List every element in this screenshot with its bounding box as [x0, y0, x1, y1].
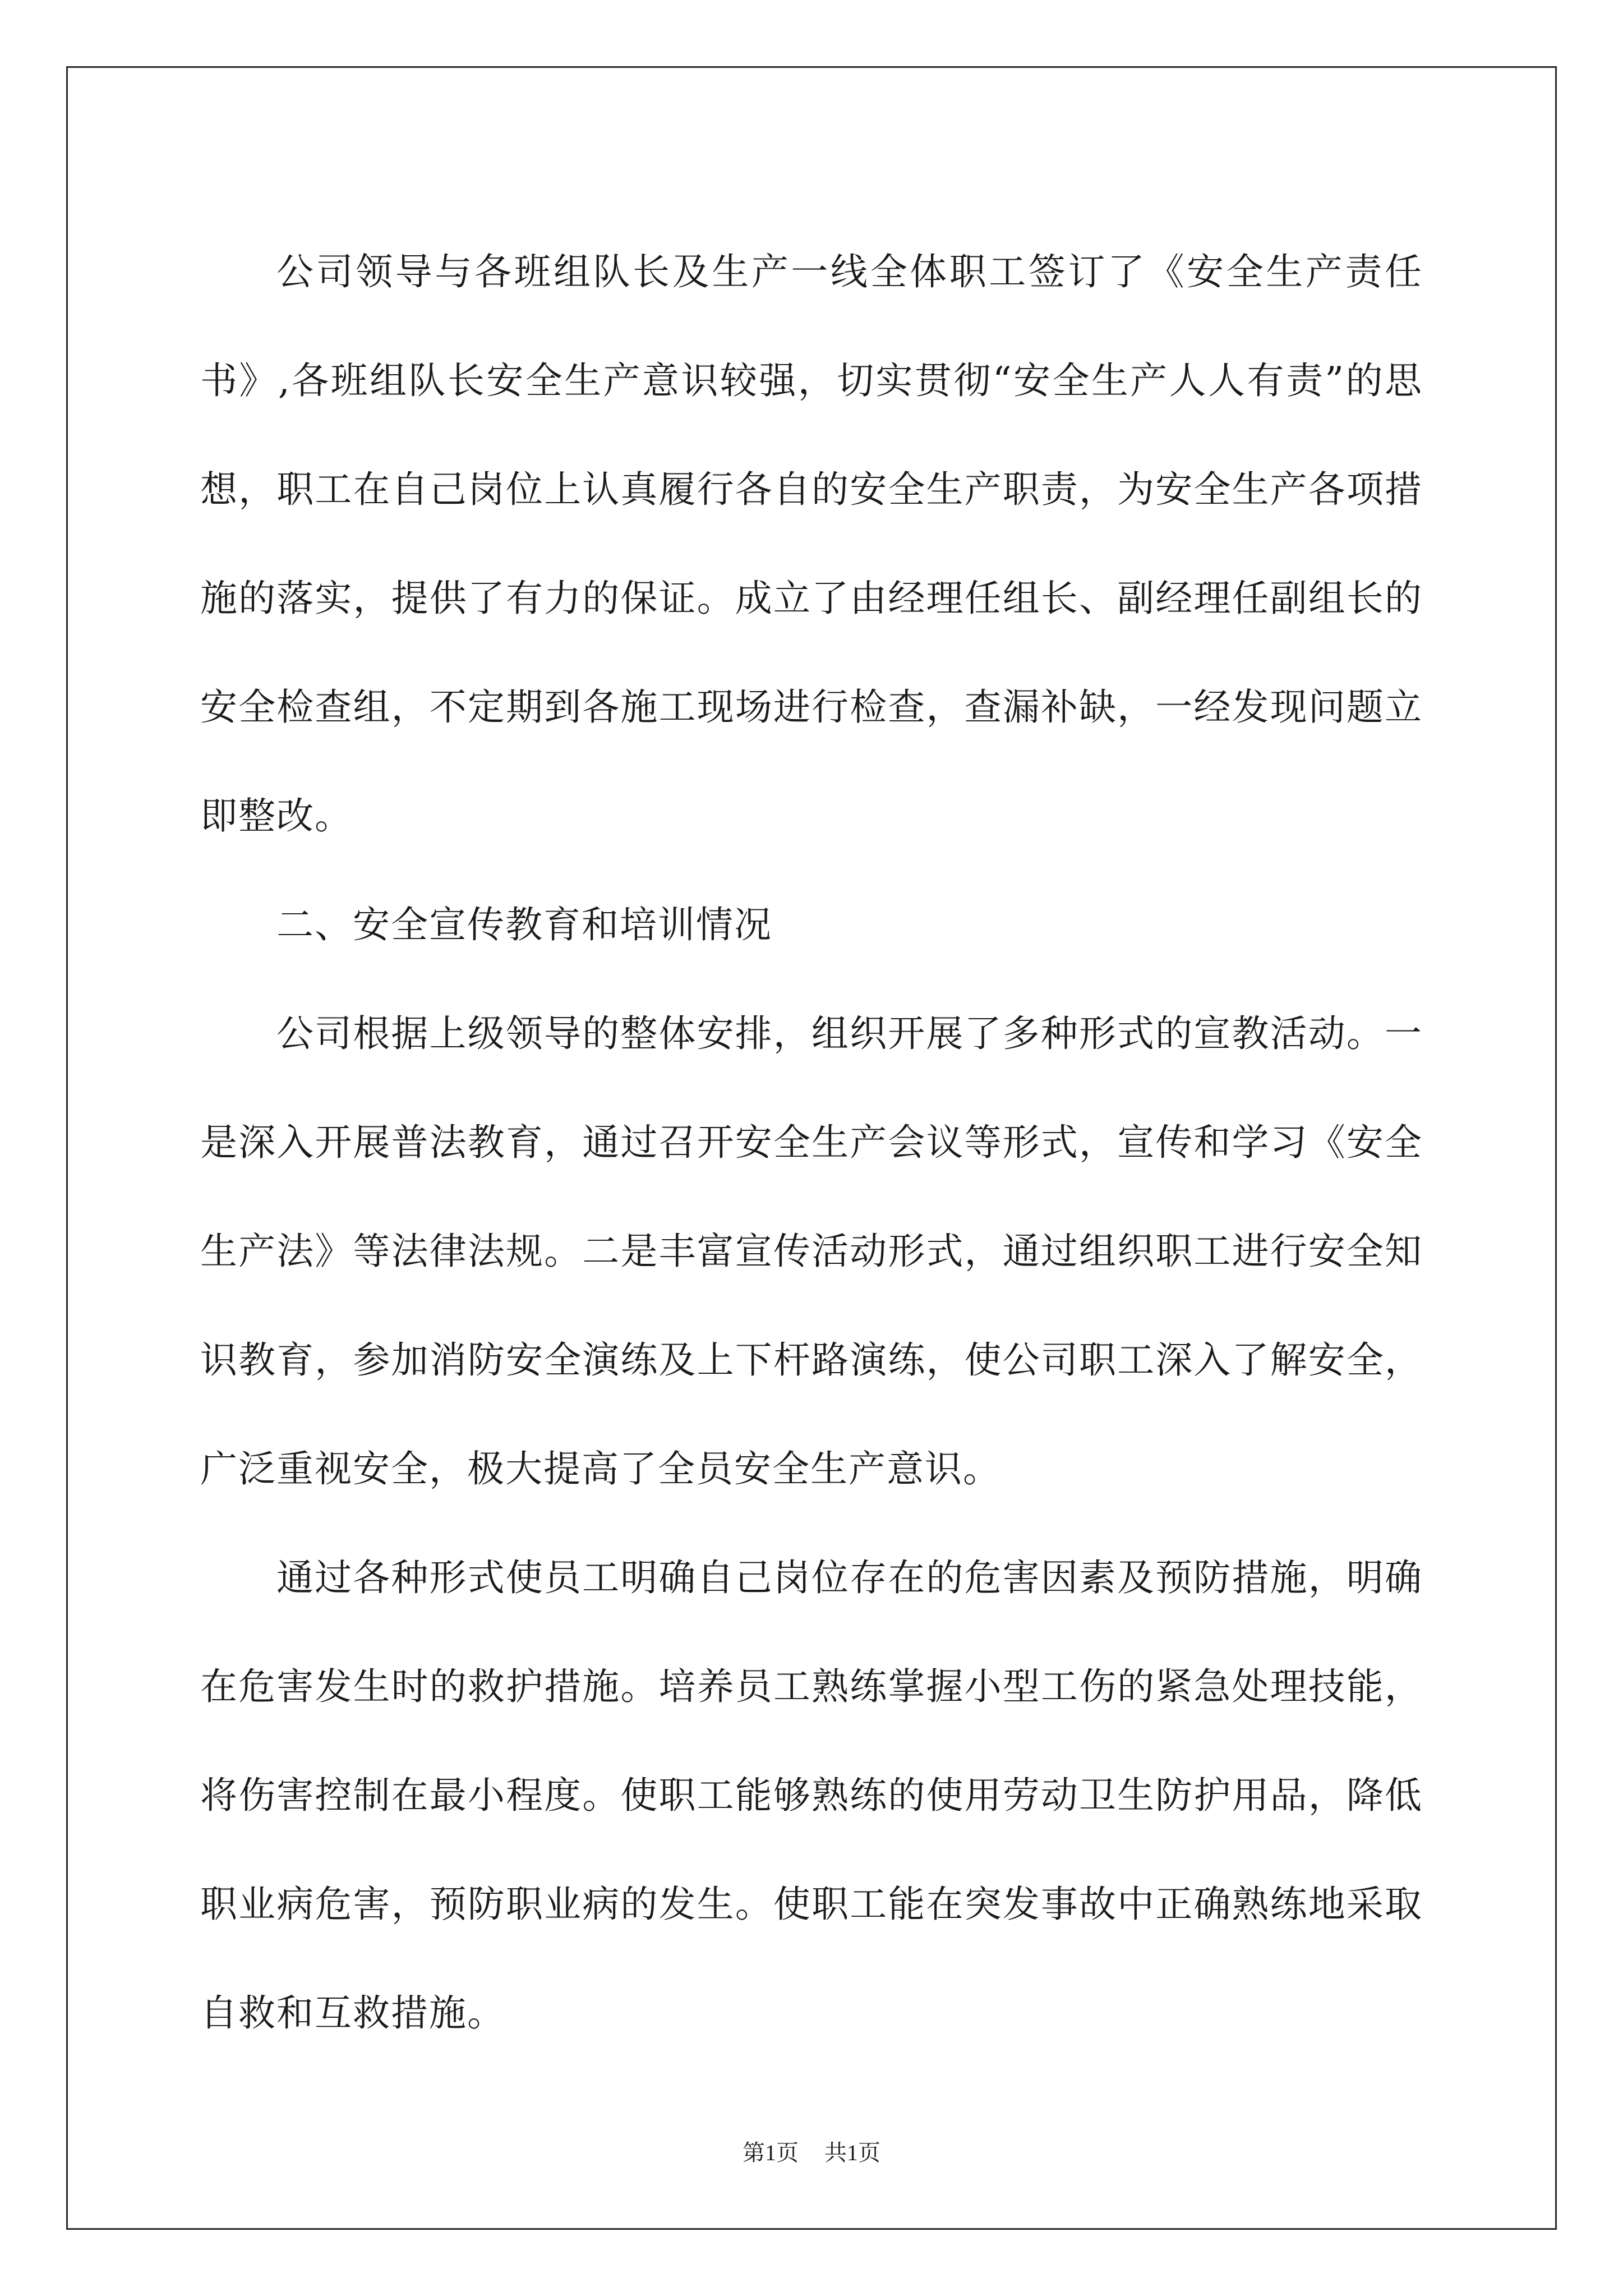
paragraph-education-activities: 公司根据上级领导的整体安排，组织开展了多种形式的宣教活动。一是深入开展普法教育，通过召开安全生产会议等形式，宣传和学习《安全生产法》等法律法规。二是丰富宣传活动形式，通过组织职工进行安全知识教育，参加消防安全演练及上下杆路演练，使公司职工深入了解安全，广泛重视安全，极大提高了全员安全生产意识。: [200, 1012, 1423, 1490]
section-heading-training: 二、安全宣传教育和培训情况: [276, 903, 772, 946]
page-number: 第1页: [743, 2140, 799, 2165]
paragraph-hazard-awareness: 通过各种形式使员工明确自己岗位存在的危害因素及预防措施，明确在危害发生时的救护措施。培养员工熟练掌握小型工伤的紧急处理技能，将伤害控制在最小程度。使职工能够熟练的使用劳动卫生防护用品，降低职业病危害，预防职业病的发生。使职工能在突发事故中正确熟练地采取自救和互救措施。: [200, 1556, 1423, 2035]
page-footer: [0, 2135, 1623, 2167]
document-body: [200, 218, 1423, 2068]
page-total: 共1页: [824, 2140, 880, 2165]
paragraph-responsibility: 公司领导与各班组队长及生产一线全体职工签订了《安全生产责任书》,各班组队长安全生产意识较强，切实贯彻“安全生产人人有责”的思想，职工在自己岗位上认真履行各自的安全生产职责，为安全生产各项措施的落实，提供了有力的保证。成立了由经理任组长、副经理任副组长的安全检查组，不定期到各施工现场进行检查，查漏补缺，一经发现问题立即整改。: [200, 250, 1423, 838]
